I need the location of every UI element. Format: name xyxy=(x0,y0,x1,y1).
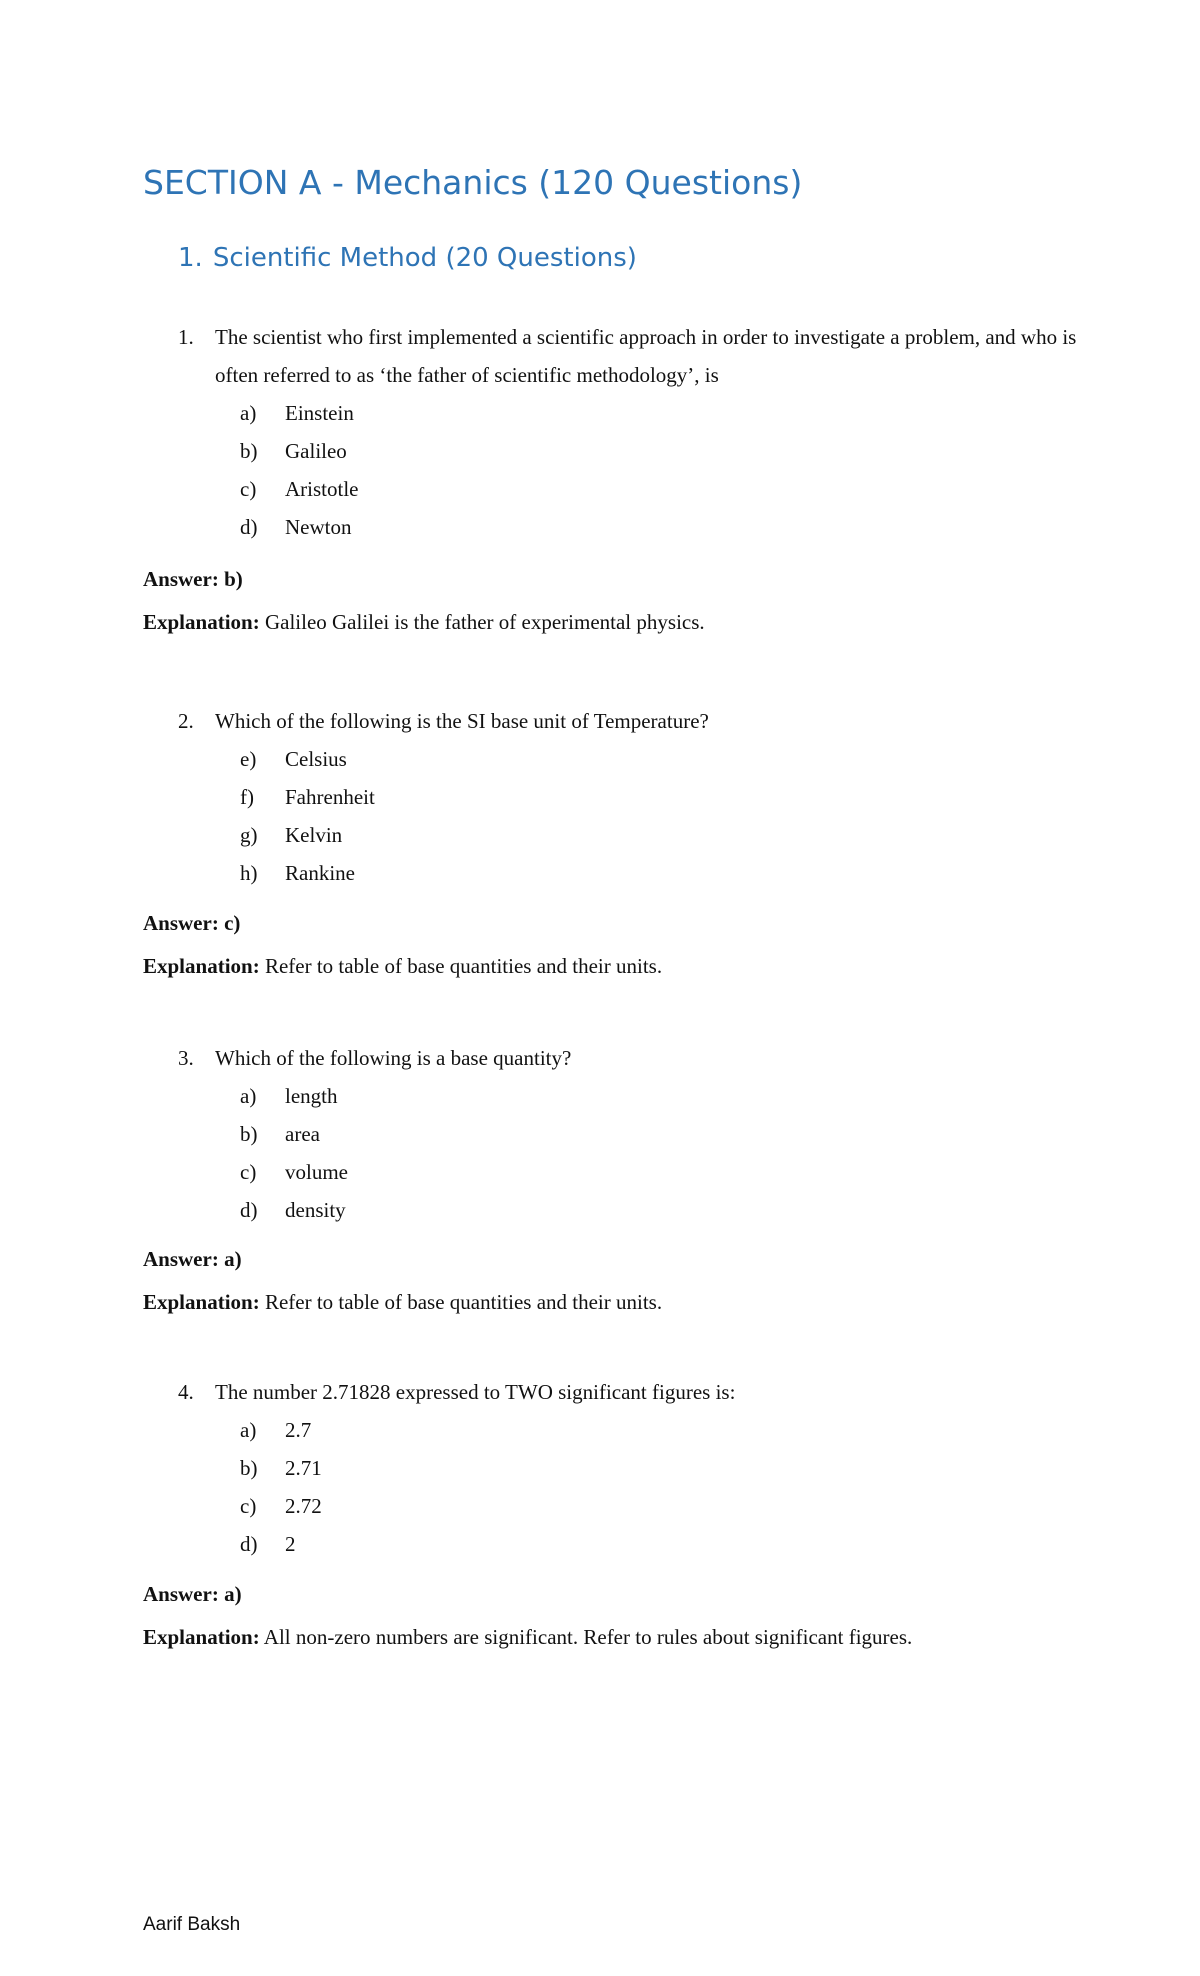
explanation-line xyxy=(143,954,662,979)
option-letter: a) xyxy=(240,1084,257,1108)
explanation-line xyxy=(143,1625,912,1650)
question-text: Which of the following is a base quantity? xyxy=(215,1046,572,1070)
answer-line: Answer: a) xyxy=(143,1247,242,1271)
option-text: Rankine xyxy=(285,861,355,885)
answer-line: Answer: a) xyxy=(143,1582,242,1606)
question-number: 4. xyxy=(178,1380,194,1404)
question-text: The scientist who first implemented a scientific approach in order to investigate a problem, and who is often referred to as ‘the father of scientific methodology’, is xyxy=(215,325,1077,387)
explanation-label: Explanation: xyxy=(143,1625,260,1649)
section-title: SECTION A - Mechanics (120 Questions) xyxy=(143,163,803,202)
option-text: Galileo xyxy=(285,439,347,463)
subsection-number: 1. xyxy=(178,243,203,273)
option-letter: c) xyxy=(240,1160,257,1184)
explanation-text: All non-zero numbers are significant. Refer to rules about significant figures. xyxy=(263,1625,913,1649)
option-text: Aristotle xyxy=(285,477,359,501)
explanation-text: Refer to table of base quantities and their units. xyxy=(264,1290,663,1314)
option-letter: d) xyxy=(240,515,258,539)
question-number: 2. xyxy=(178,709,194,733)
option-text: 2.72 xyxy=(285,1494,322,1518)
explanation-text: Refer to table of base quantities and their units. xyxy=(264,954,663,978)
option-text: Kelvin xyxy=(285,823,343,847)
subsection-title xyxy=(178,243,637,273)
option-letter: b) xyxy=(240,439,258,463)
footer-author: Aarif Baksh xyxy=(143,1914,241,1935)
option-letter: d) xyxy=(240,1532,258,1556)
option-letter: b) xyxy=(240,1456,258,1480)
option-letter: e) xyxy=(240,747,257,771)
question-number: 3. xyxy=(178,1046,194,1070)
answer-line: Answer: b) xyxy=(143,567,243,591)
option-text: Fahrenheit xyxy=(285,785,375,809)
explanation-label: Explanation: xyxy=(143,954,260,978)
question-text: Which of the following is the SI base unit of Temperature? xyxy=(215,709,709,733)
answer-line: Answer: c) xyxy=(143,911,241,935)
option-text: area xyxy=(285,1122,320,1146)
explanation-label: Explanation: xyxy=(143,610,260,634)
option-text: volume xyxy=(285,1160,348,1184)
option-letter: c) xyxy=(240,1494,257,1518)
question-text: The number 2.71828 expressed to TWO significant figures is: xyxy=(215,1380,736,1404)
option-text: length xyxy=(285,1084,338,1108)
option-letter: f) xyxy=(240,785,254,809)
option-text: Celsius xyxy=(285,747,347,771)
option-text: Newton xyxy=(285,515,352,539)
option-text: 2 xyxy=(285,1532,296,1556)
option-letter: h) xyxy=(240,861,258,885)
subsection-title-text: Scientific Method (20 Questions) xyxy=(212,243,637,273)
question-number: 1. xyxy=(178,325,194,349)
option-letter: g) xyxy=(240,823,258,847)
option-letter: a) xyxy=(240,401,257,425)
option-text: 2.71 xyxy=(285,1456,322,1480)
option-letter: b) xyxy=(240,1122,258,1146)
option-text: density xyxy=(285,1198,346,1222)
explanation-line xyxy=(143,1290,662,1315)
option-text: 2.7 xyxy=(285,1418,312,1442)
explanation-text: Galileo Galilei is the father of experimental physics. xyxy=(264,610,705,634)
option-letter: d) xyxy=(240,1198,258,1222)
explanation-line xyxy=(143,610,705,635)
option-letter: c) xyxy=(240,477,257,501)
option-text: Einstein xyxy=(285,401,354,425)
option-letter: a) xyxy=(240,1418,257,1442)
explanation-label: Explanation: xyxy=(143,1290,260,1314)
